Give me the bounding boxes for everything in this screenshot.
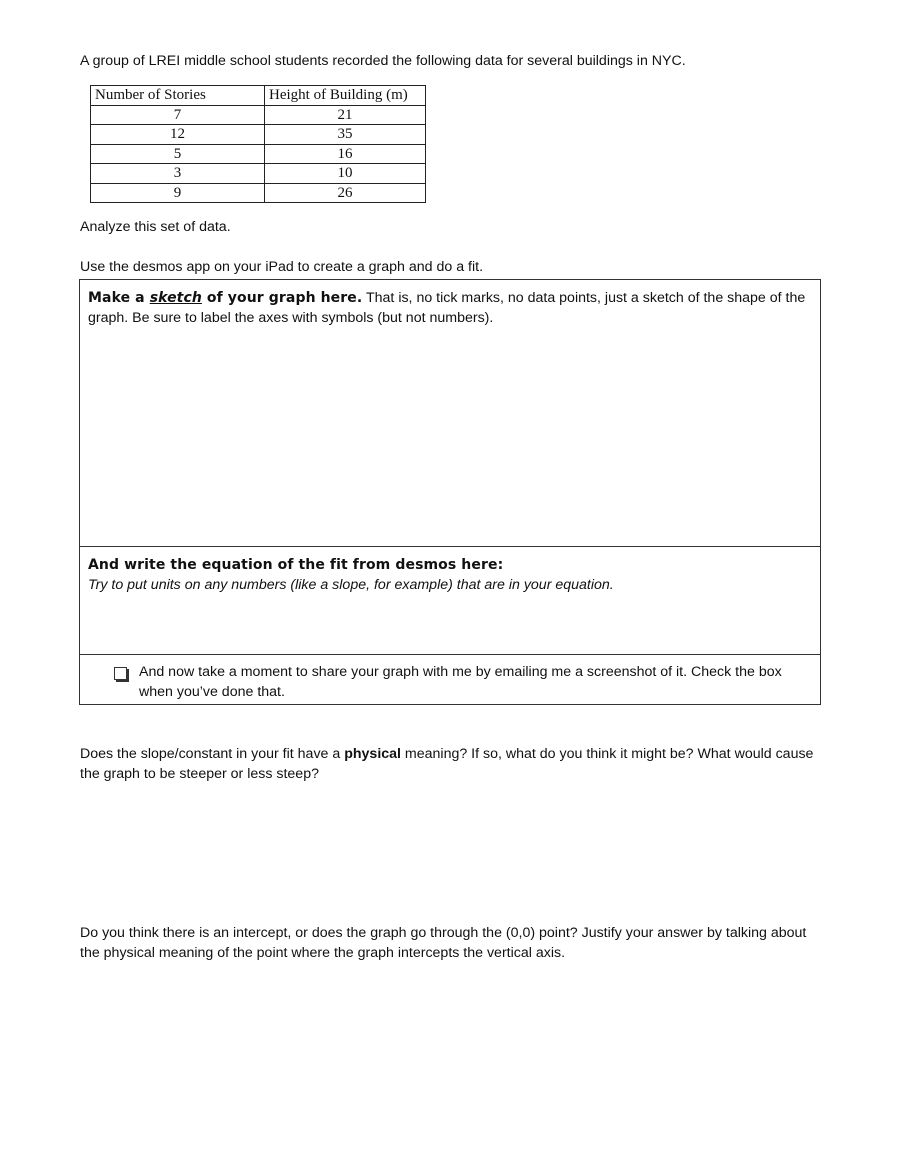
desmos-instruction: Use the desmos app on your iPad to create a graph and do a fit. — [80, 259, 484, 275]
sketch-heading: Make a sketch of your graph here. — [88, 290, 363, 306]
sketch-area[interactable] — [80, 280, 820, 547]
stories-cell: 3 — [91, 164, 265, 184]
stories-cell: 7 — [91, 105, 265, 125]
share-text: And now take a moment to share your graph with me by emailing me a screenshot of it. Check the box when you’ve done that. — [139, 664, 782, 700]
header-stories: Number of Stories — [91, 86, 265, 106]
height-cell: 16 — [265, 144, 426, 164]
share-checkbox[interactable] — [114, 667, 127, 680]
response-box — [79, 279, 821, 705]
height-cell: 35 — [265, 125, 426, 145]
table-row — [91, 183, 426, 203]
equation-heading: And write the equation of the fit from desmos here: — [88, 557, 504, 573]
stories-cell: 5 — [91, 144, 265, 164]
equation-area[interactable] — [80, 547, 820, 655]
stories-cell: 9 — [91, 183, 265, 203]
building-data-table — [90, 85, 426, 203]
stories-cell: 12 — [91, 125, 265, 145]
table-header-row — [91, 86, 426, 106]
intro-text: A group of LREI middle school students recorded the following data for several buildings in NYC. — [80, 53, 686, 69]
analyze-text: Analyze this set of data. — [80, 219, 231, 235]
share-row — [80, 655, 820, 704]
height-cell: 21 — [265, 105, 426, 125]
table-row — [91, 105, 426, 125]
table-row — [91, 164, 426, 184]
sketch-instructions: That is, no tick marks, no data points, just a sketch of the shape of the graph. Be sure to label the axes with symbols (but not numbers). — [88, 290, 806, 326]
question-intercept: Do you think there is an intercept, or does the graph go through the (0,0) point? Justify your answer by talking about the physical meaning of the point where the graph intercepts the vertical axis. — [80, 925, 807, 961]
height-cell: 26 — [265, 183, 426, 203]
question-slope: Does the slope/constant in your fit have a physical meaning? If so, what do you think it might be? What would cause the graph to be steeper or less steep? — [80, 746, 814, 782]
header-height: Height of Building (m) — [265, 86, 426, 106]
table-row — [91, 144, 426, 164]
equation-note: Try to put units on any numbers (like a slope, for example) that are in your equation. — [88, 576, 614, 593]
table-row — [91, 125, 426, 145]
height-cell: 10 — [265, 164, 426, 184]
